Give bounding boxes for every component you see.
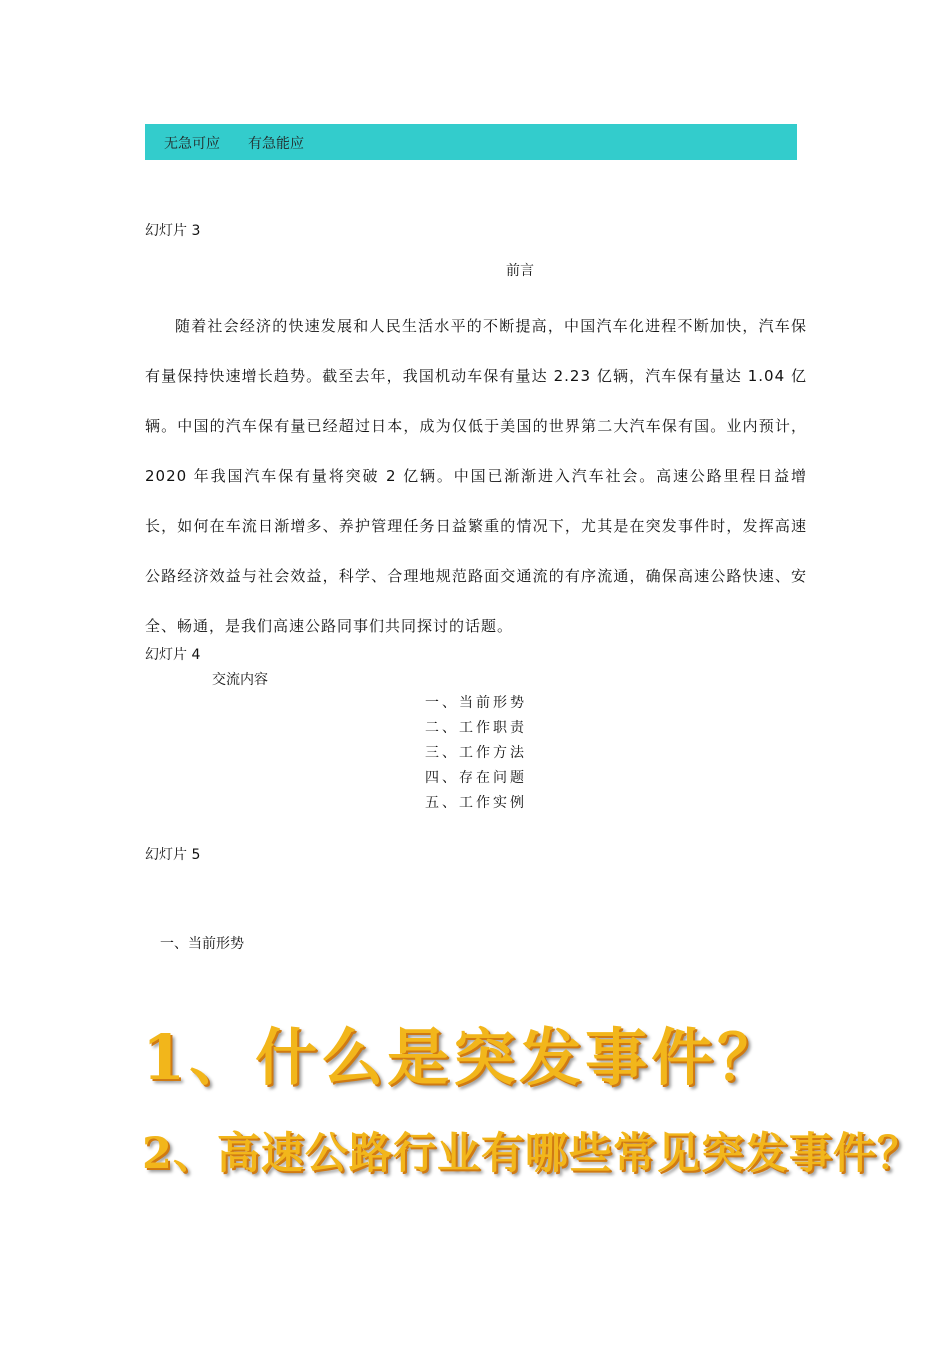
slide-3-title: 前言 xyxy=(506,263,534,279)
toc-item: 四、存在问题 xyxy=(425,770,527,786)
toc-item: 二、工作职责 xyxy=(425,720,527,736)
header-banner xyxy=(145,124,797,160)
toc-item: 三、工作方法 xyxy=(425,745,527,761)
slide-5-label: 幻灯片 5 xyxy=(145,847,201,863)
banner-left-text: 无急可应 xyxy=(164,136,220,152)
slide-3-paragraph: 随着社会经济的快速发展和人民生活水平的不断提高，中国汽车化进程不断加快，汽车保有量保持快速增长趋势。截至去年，我国机动车保有量达 2.23 亿辆，汽车保有量达 1.04 亿辆。中国的汽车保有量已经超过日本，成为仅低于美国的世界第二大汽车保有国。业内预计，2020 年我国汽车保有量将突破 2 亿辆。中国已渐渐进入汽车社会。高速公路里程日益增长，如何在车流日渐增多、养护管理任务日益繁重的情况下，尤其是在突发事件时，发挥高速公路经济效益与社会效益，科学、合理地规范路面交通流的有序流通，确保高速公路快速、安全、畅通，是我们高速公路同事们共同探讨的话题。 xyxy=(145,317,807,635)
wordart-question-2: 2、高速公路行业有哪些常见突发事件？ xyxy=(142,1129,921,1179)
wordart-question-1: 1、什么是突发事件？ xyxy=(142,1021,784,1094)
slide-4-label: 幻灯片 4 xyxy=(145,647,201,663)
slide-3-label: 幻灯片 3 xyxy=(145,223,201,239)
toc-list xyxy=(425,691,527,816)
slide-4-title: 交流内容 xyxy=(212,672,268,688)
slide-5-section: 一、当前形势 xyxy=(160,936,244,952)
toc-item: 一、当前形势 xyxy=(425,695,527,711)
banner-right-text: 有急能应 xyxy=(248,136,304,152)
toc-item: 五、工作实例 xyxy=(425,795,527,811)
